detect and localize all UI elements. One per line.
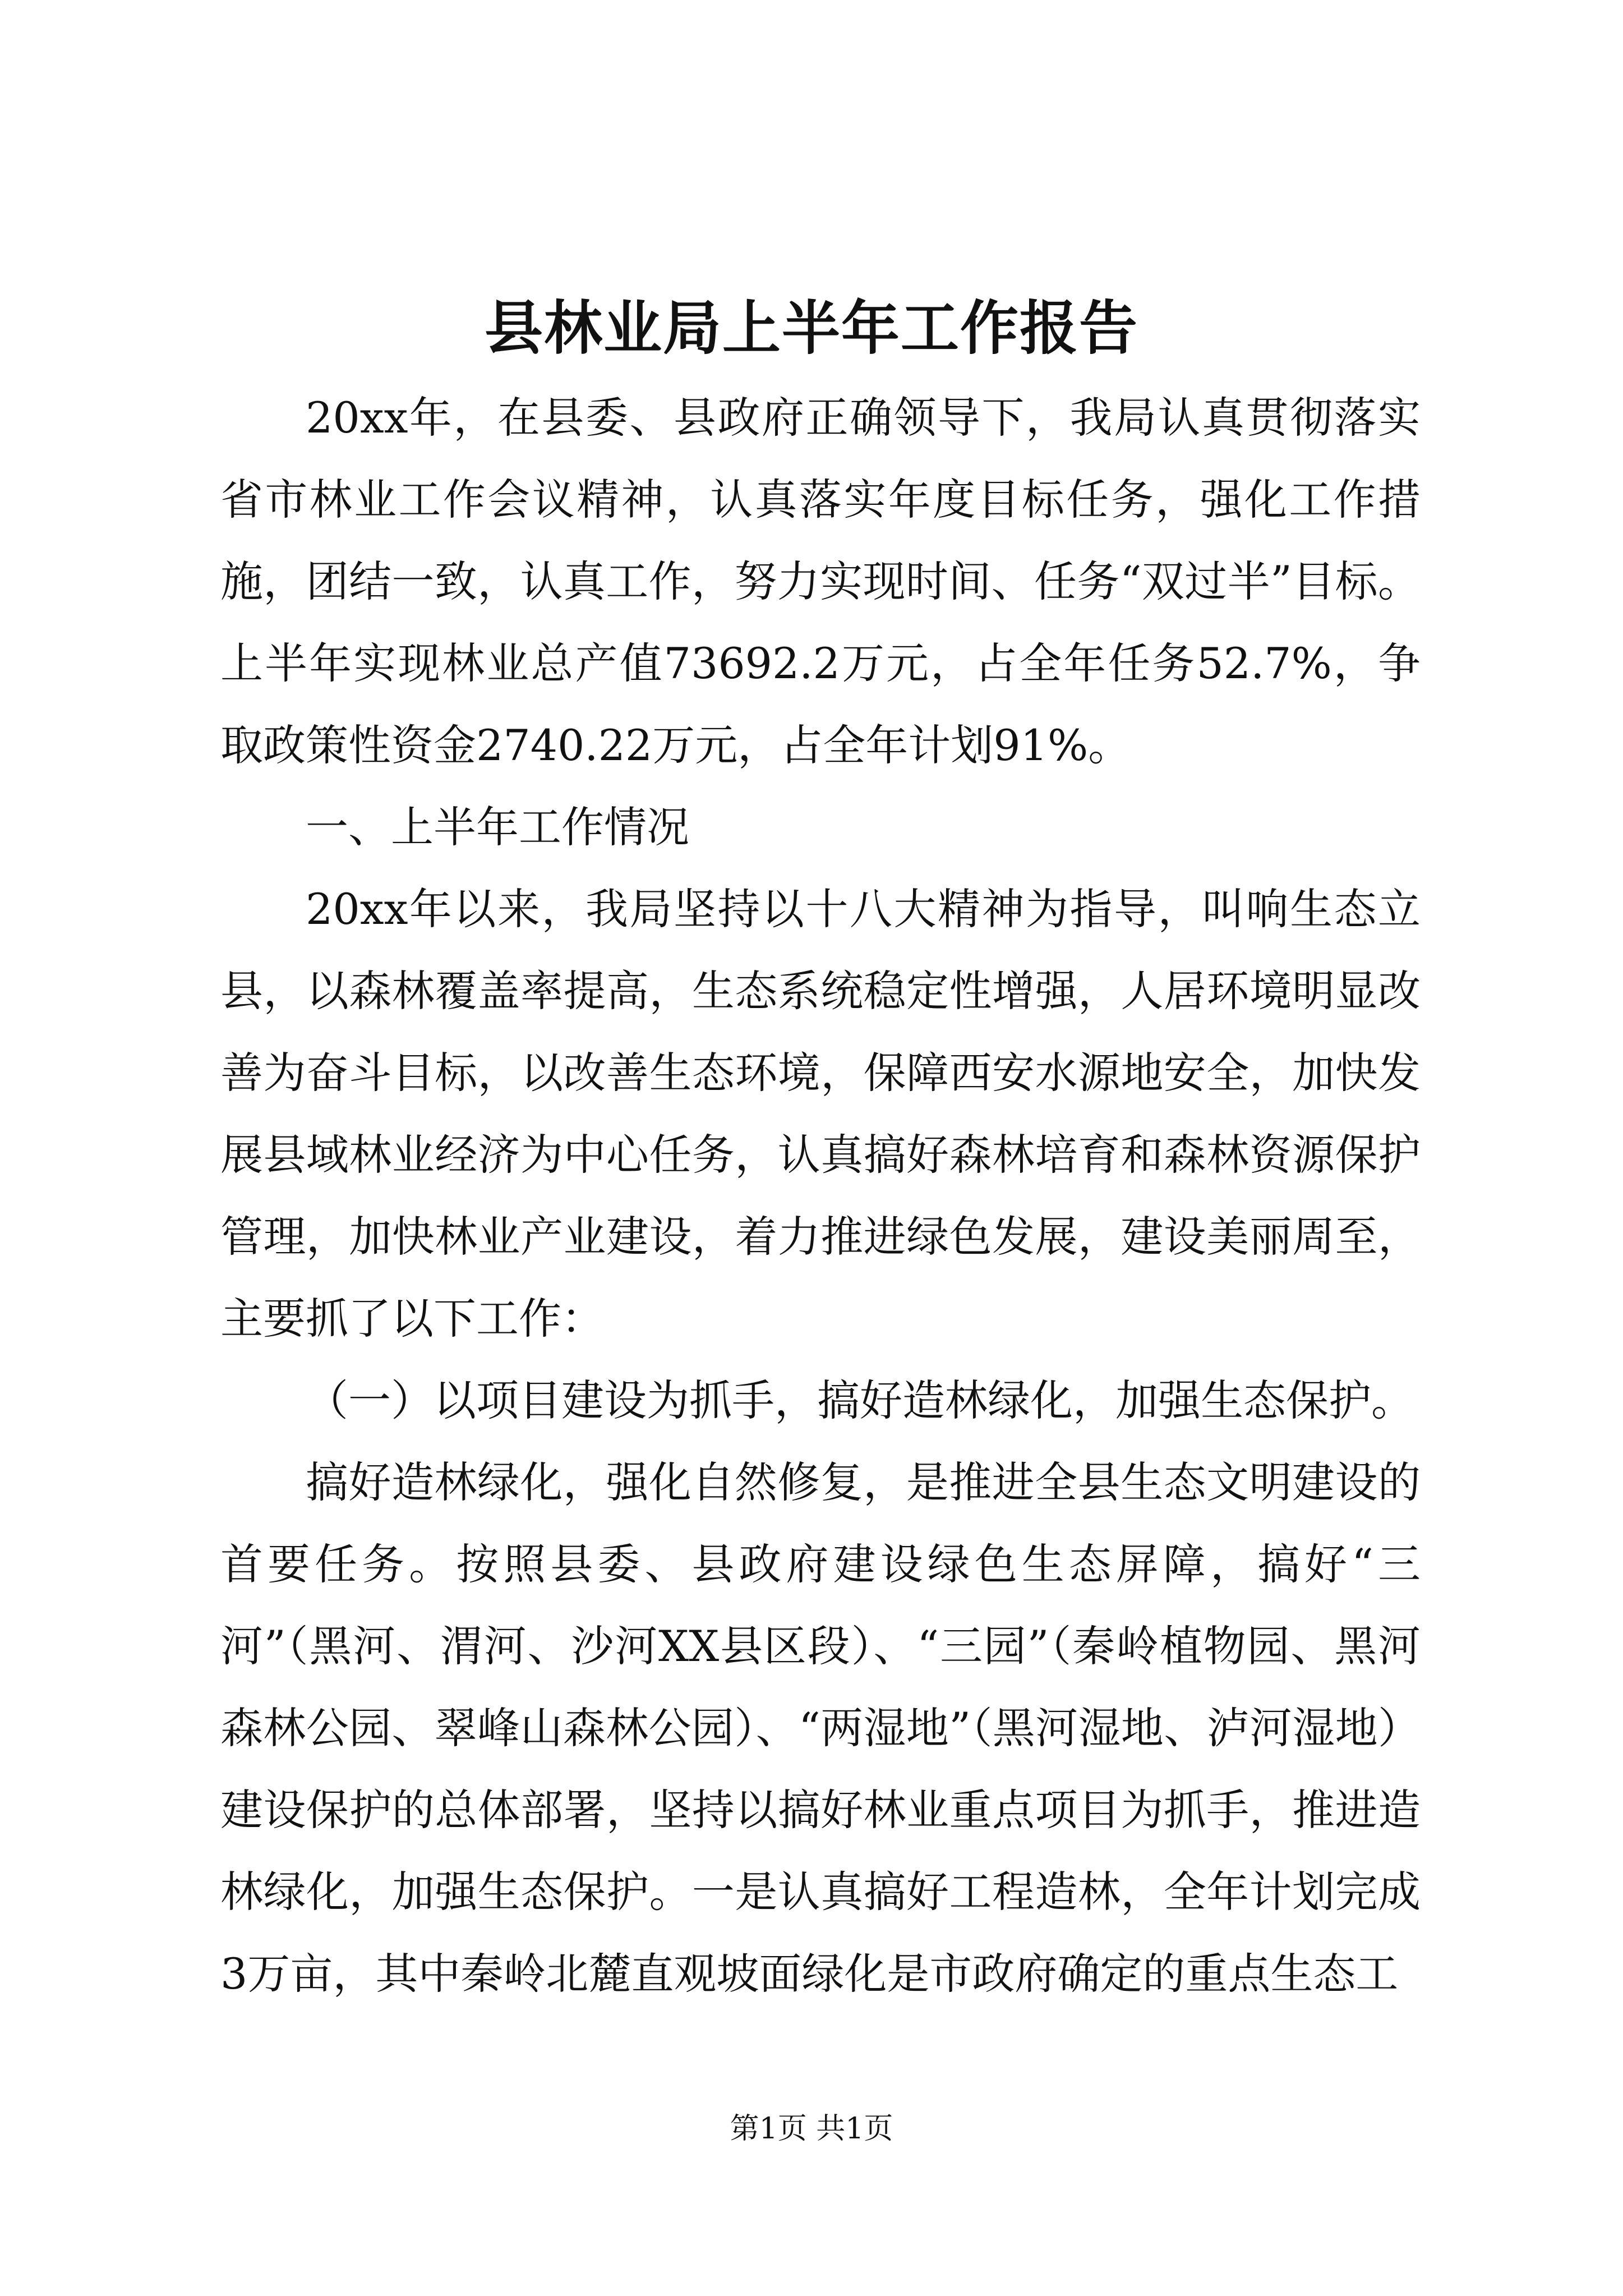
document-body — [220, 377, 1421, 2015]
page-footer: 第1页 共1页 — [730, 2112, 893, 2146]
section-heading-1: 一、上半年工作情况 — [306, 802, 689, 852]
subsection-heading-1: （一）以项目建设为抓手，搞好造林绿化，加强生态保护。 — [306, 1375, 1414, 1425]
paragraph-intro: 20xx年，在县委、县政府正确领导下，我局认真贯彻落实省市林业工作会议精神，认真落实年度目标任务，强化工作措施，团结一致，认真工作，努力实现时间、任务“双过半”目标。上半年实现林业总产值73692.2万元，占全年任务52.7%，争取政策性资金2740.22万元，占全年计划91%。 — [220, 393, 1421, 770]
document-title: 县林业局上半年工作报告 — [484, 293, 1138, 362]
paragraph-afforestation: 搞好造林绿化，强化自然修复，是推进全县生态文明建设的首要任务。按照县委、县政府建设绿色生态屏障，搞好“三河”（黑河、渭河、沙河XX县区段）、“三园”（秦岭植物园、黑河森林公园、翠峰山森林公园）、“两湿地”（黑河湿地、泸河湿地）建设保护的总体部署，坚持以搞好林业重点项目为抓手，推进造林绿化，加强生态保护。一是认真搞好工程造林，全年计划完成3万亩，其中秦岭北麓直观坡面绿化是市政府确定的重点生态工 — [220, 1457, 1421, 1999]
paragraph-overview: 20xx年以来，我局坚持以十八大精神为指导，叫响生态立县，以森林覆盖率提高，生态系统稳定性增强，人居环境明显改善为奋斗目标，以改善生态环境，保障西安水源地安全，加快发展县域林业经济为中心任务，认真搞好森林培育和森林资源保护管理，加快林业产业建设，着力推进绿色发展，建设美丽周至，主要抓了以下工作： — [220, 884, 1421, 1343]
